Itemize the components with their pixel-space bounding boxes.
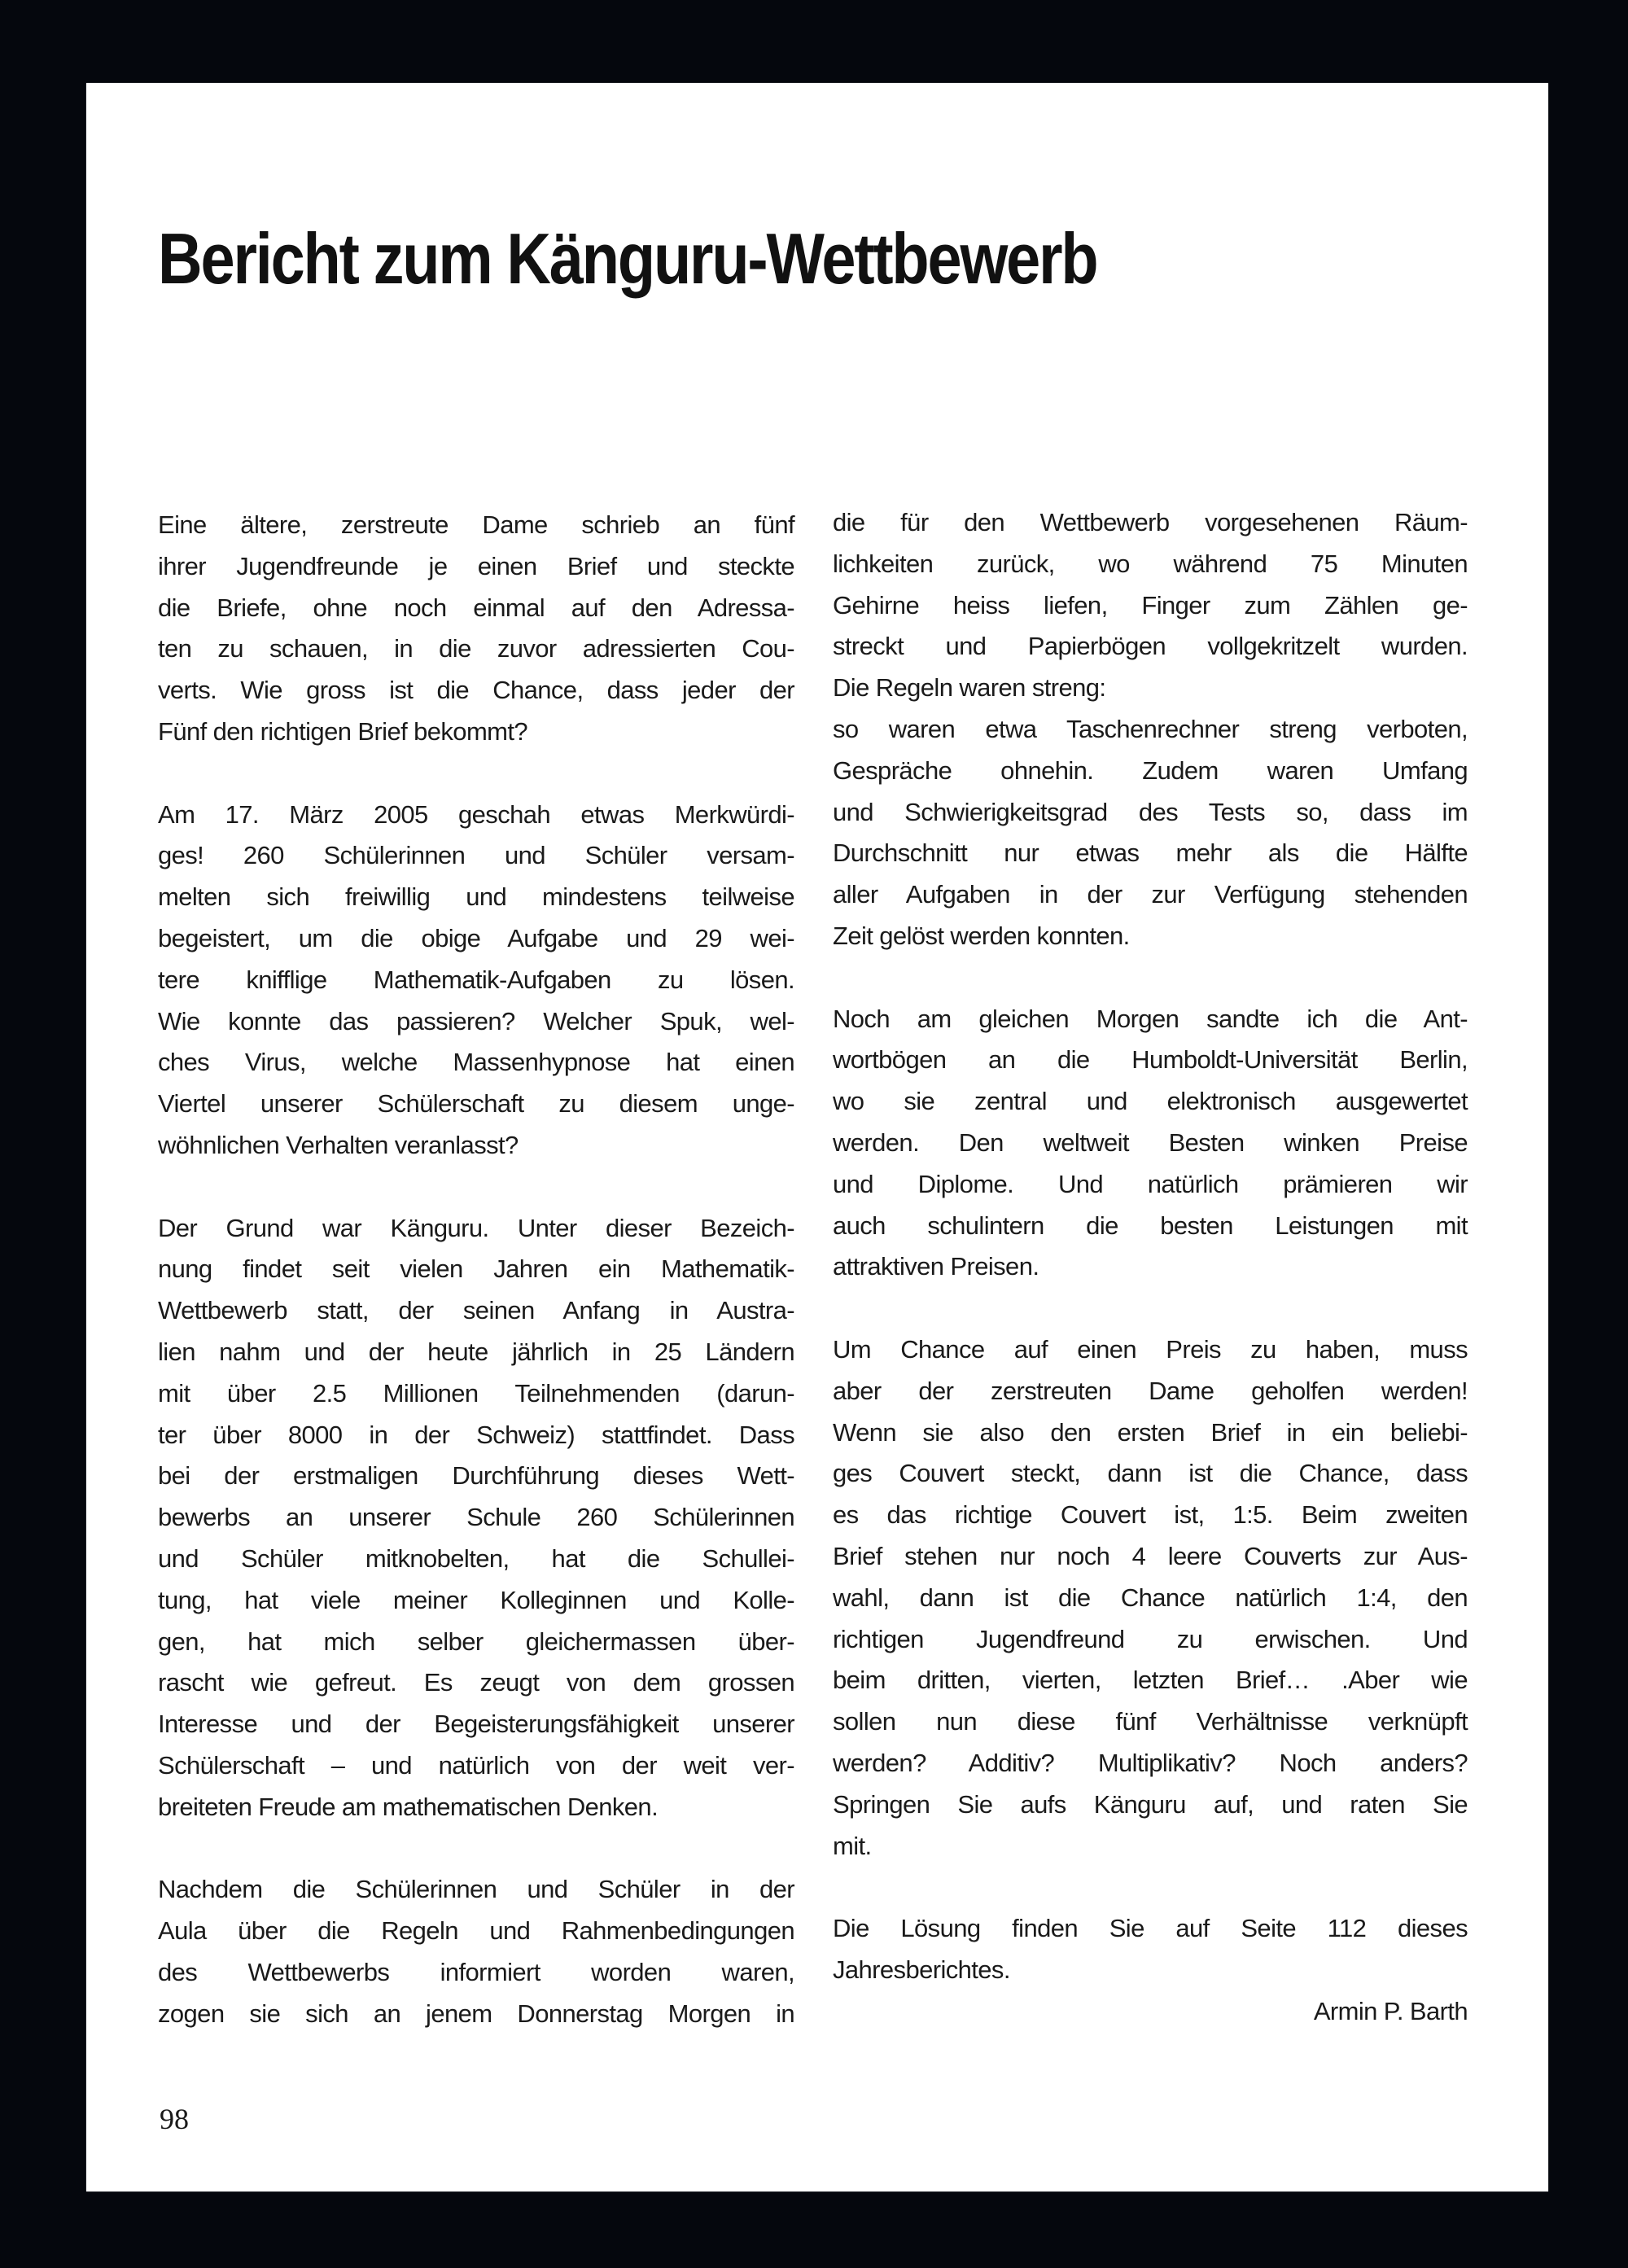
text-line: ten zu schauen, in die zuvor adressierten Cou- (158, 634, 794, 663)
text-line: aber der zerstreuten Dame geholfen werden! (833, 1376, 1468, 1405)
text-line: Gehirne heiss liefen, Finger zum Zählen ge- (833, 590, 1468, 620)
text-line: und Schwierigkeitsgrad des Tests so, dass im (833, 797, 1468, 826)
text-line: Wie konnte das passieren? Welcher Spuk, wel- (158, 1006, 794, 1035)
paragraph-exam-rooms (833, 502, 1468, 709)
document-page (86, 83, 1548, 2191)
text-line: bei der erstmaligen Durchführung dieses Wett- (158, 1461, 794, 1491)
paragraph-problem-statement (158, 505, 794, 753)
text-line: Noch am gleichen Morgen sandte ich die Ant- (833, 1004, 1468, 1033)
text-line: Schülerschaft – und natürlich von der weit ver- (158, 1750, 794, 1780)
left-column (158, 505, 794, 2034)
paragraph-competition-background (158, 1208, 794, 1828)
text-line: ches Virus, welche Massenhypnose hat einen (158, 1048, 794, 1077)
text-line: es das richtige Couvert ist, 1:5. Beim zweiten (833, 1500, 1468, 1530)
text-line: ter über 8000 in der Schweiz) stattfindet. Dass (158, 1420, 794, 1449)
text-line: verts. Wie gross ist die Chance, dass jeder der (158, 676, 794, 705)
text-line: mit. (833, 1831, 872, 1860)
text-line: streckt und Papierbögen vollgekritzelt wurden. (833, 632, 1468, 661)
text-line: breiteten Freude am mathematischen Denken. (158, 1792, 659, 1821)
text-line: wöhnlichen Verhalten veranlasst? (158, 1130, 519, 1159)
text-line: Die Regeln waren streng: (833, 673, 1106, 703)
text-line: Durchschnitt nur etwas mehr als die Hälfte (833, 838, 1468, 868)
text-line: sollen nun diese fünf Verhältnisse verknüpft (833, 1707, 1468, 1736)
text-line: richtigen Jugendfreund zu erwischen. Und (833, 1624, 1468, 1653)
text-line: Interesse und der Begeisterungsfähigkeit unserer (158, 1710, 794, 1739)
paragraph-solution-hint (833, 1329, 1468, 1867)
text-line: rascht wie gefreut. Es zeugt von dem grossen (158, 1668, 794, 1697)
text-line: wortbögen an die Humboldt-Universität Berlin, (833, 1045, 1468, 1075)
text-line: bewerbs an unserer Schule 260 Schülerinnen (158, 1503, 794, 1532)
text-line: gen, hat mich selber gleichermassen über- (158, 1627, 794, 1656)
text-line: Gespräche ohnehin. Zudem waren Umfang (833, 755, 1468, 785)
paragraph-solution-reference (833, 1908, 1468, 1991)
paragraph-briefing (158, 1869, 794, 2034)
text-line: ges Couvert steckt, dann ist die Chance, dass (833, 1459, 1468, 1488)
text-line: attraktiven Preisen. (833, 1252, 1039, 1281)
text-line: zogen sie sich an jenem Donnerstag Morgen in (158, 1999, 794, 2028)
paragraph-event-date (158, 795, 794, 1167)
text-line: wo sie zentral und elektronisch ausgewertet (833, 1087, 1468, 1116)
text-line: Aula über die Regeln und Rahmenbedingungen (158, 1916, 794, 1946)
author-signature: Armin P. Barth (1313, 1996, 1468, 2025)
right-column (833, 502, 1468, 2032)
text-line: Wenn sie also den ersten Brief in ein beliebi- (833, 1417, 1468, 1447)
article-title: Bericht zum Känguru-Wettbewerb (158, 218, 1097, 299)
text-line: Brief stehen nur noch 4 leere Couverts zur Aus- (833, 1541, 1468, 1570)
text-line: so waren etwa Taschenrechner streng verboten, (833, 714, 1468, 743)
text-line: lichkeiten zurück, wo während 75 Minuten (833, 549, 1468, 578)
text-line: die für den Wettbewerb vorgesehenen Räum- (833, 508, 1468, 536)
page-number: 98 (160, 2103, 189, 2135)
text-line: des Wettbewerbs informiert worden waren, (158, 1957, 794, 1986)
text-line: Um Chance auf einen Preis zu haben, muss (833, 1334, 1468, 1364)
text-line: Nachdem die Schülerinnen und Schüler in der (158, 1875, 794, 1904)
text-line: ihrer Jugendfreunde je einen Brief und steckte (158, 551, 794, 580)
text-line: mit über 2.5 Millionen Teilnehmenden (darun- (158, 1378, 794, 1408)
text-line: Fünf den richtigen Brief bekommt? (158, 716, 528, 746)
text-line: Der Grund war Känguru. Unter dieser Bezeich- (158, 1213, 794, 1242)
text-line: Viertel unserer Schülerschaft zu diesem unge- (158, 1089, 794, 1119)
text-line: Am 17. März 2005 geschah etwas Merkwürdi- (158, 799, 794, 829)
text-line: Zeit gelöst werden konnten. (833, 921, 1130, 950)
text-line: aller Aufgaben in der zur Verfügung stehenden (833, 880, 1468, 909)
text-line: tung, hat viele meiner Kolleginnen und Kolle- (158, 1585, 794, 1614)
text-line: Eine ältere, zerstreute Dame schrieb an fünf (158, 510, 794, 539)
paragraph-rules (833, 709, 1468, 957)
text-line: tere knifflige Mathematik-Aufgaben zu lösen. (158, 965, 794, 994)
text-line: nung findet seit vielen Jahren ein Mathematik- (158, 1254, 794, 1284)
text-line: ges! 260 Schülerinnen und Schüler versam- (158, 841, 794, 870)
text-line: Jahresberichtes. (833, 1955, 1010, 1984)
text-line: lien nahm und der heute jährlich in 25 Ländern (158, 1337, 794, 1366)
text-line: und Diplome. Und natürlich prämieren wir (833, 1169, 1468, 1198)
text-line: die Briefe, ohne noch einmal auf den Adressa- (158, 593, 794, 622)
text-line: Die Lösung finden Sie auf Seite 112 dieses (833, 1914, 1468, 1943)
text-line: werden. Den weltweit Besten winken Preise (833, 1127, 1468, 1157)
text-line: auch schulintern die besten Leistungen mit (833, 1211, 1468, 1240)
paragraph-evaluation (833, 999, 1468, 1289)
text-line: beim dritten, vierten, letzten Brief… .Aber wie (833, 1666, 1468, 1695)
text-line: begeistert, um die obige Aufgabe und 29 wei- (158, 923, 794, 952)
text-line: werden? Additiv? Multiplikativ? Noch anders? (833, 1748, 1468, 1777)
text-line: wahl, dann ist die Chance natürlich 1:4, den (833, 1583, 1468, 1612)
text-line: Springen Sie aufs Känguru auf, und raten Sie (833, 1789, 1468, 1819)
text-line: melten sich freiwillig und mindestens teilweise (158, 882, 794, 912)
text-line: und Schüler mitknobelten, hat die Schullei- (158, 1543, 794, 1573)
text-line: Wettbewerb statt, der seinen Anfang in Austra- (158, 1296, 794, 1325)
